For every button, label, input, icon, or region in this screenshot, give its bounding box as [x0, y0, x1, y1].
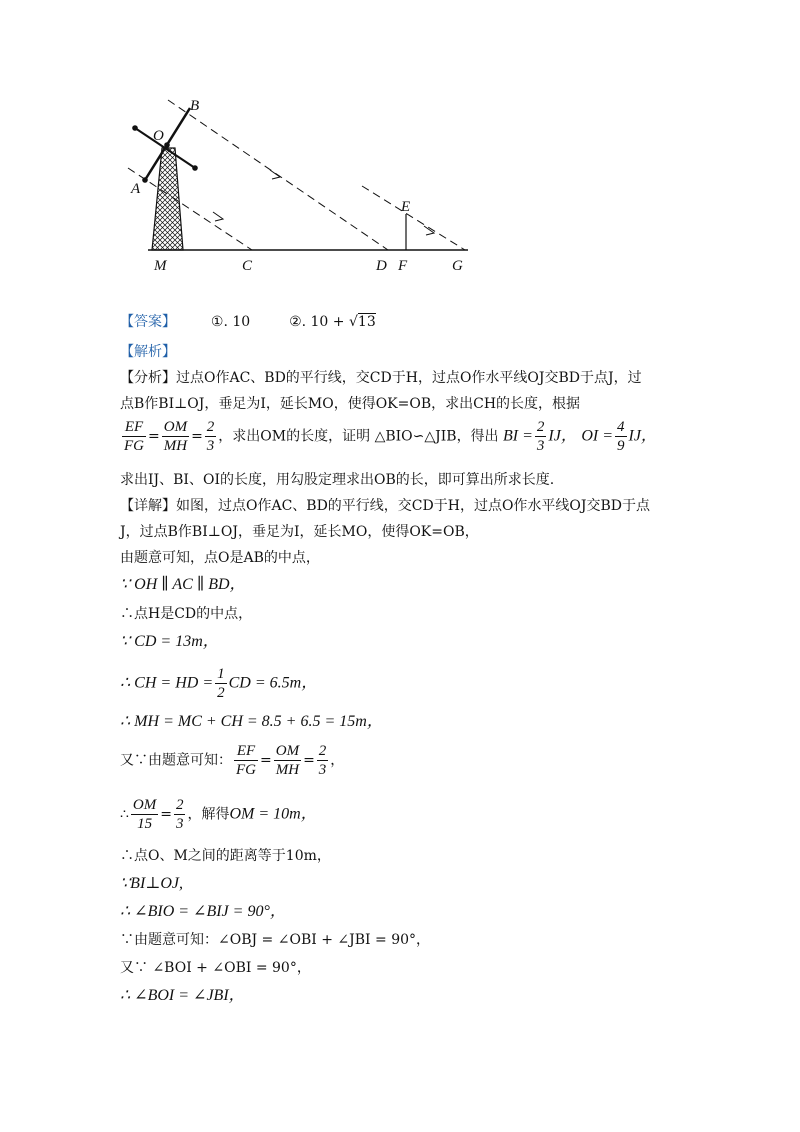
detail-line-8: ∵ OH ∥ AC ∥ BD，	[120, 576, 246, 593]
detail-line-13: 又∵由题意可知： $\frac{EF}{FG}$ = $\frac{OM}{MH}$ = $\frac{2}{3}$ ，	[120, 743, 345, 778]
analysis-line-2: 点B作BI⊥OJ，垂足为I，延长MO，使得OK=OB，求出CH的长度，根据	[120, 396, 581, 412]
detail-line-7: 由题意可知，点O是AB的中点，	[120, 550, 320, 566]
detail-line-20: ∴ ∠BOI = ∠JBI，	[120, 987, 245, 1004]
detail-line-15: ∴点O、M之间的距离等于10m，	[120, 848, 331, 864]
point-o	[164, 142, 170, 148]
point-left-end	[132, 125, 138, 131]
analysis-tag: 【解析】	[120, 344, 176, 360]
label-m: M	[154, 258, 167, 274]
detail-line-12: ∴ MH = MC + CH = 8.5 + 6.5 = 15m，	[120, 713, 383, 730]
detail-line-11: ∴ CH = HD = $\frac{1}{2}$ CD = 6.5m，	[120, 666, 318, 701]
label-a: A	[131, 181, 141, 197]
detail-line-19: 又∵ ∠BOI + ∠OBI = 90°，	[120, 960, 311, 976]
label-e: E	[401, 199, 411, 215]
label-b: B	[190, 98, 200, 114]
detail-line-10: ∵ CD = 13m，	[120, 633, 219, 650]
analysis-line-4: 求出IJ、BI、OI的长度，用勾股定理求出OB的长，即可算出所求长度.	[120, 472, 555, 488]
arrow-mark-1	[270, 170, 280, 179]
label-f: F	[398, 258, 408, 274]
label-d: D	[376, 258, 387, 274]
answer-first: ①. 10	[210, 314, 251, 330]
analysis-line-1: 【分析】过点O作AC、BD的平行线，交CD于H，过点O作水平线OJ交BD于点J，过	[120, 370, 642, 386]
detail-line-14: ∴ $\frac{OM}{15}$ = $\frac{2}{3}$ ，解得OM = 10m，	[120, 797, 317, 832]
dashed-ray-eg	[362, 186, 465, 250]
label-g: G	[452, 258, 463, 274]
detail-line-17: ∴ ∠BIO = ∠BIJ = 90°，	[120, 903, 286, 920]
answer-second: ②. 10 + √13	[289, 314, 376, 330]
detail-line-9: ∴点H是CD的中点，	[120, 606, 253, 622]
label-o: O	[153, 128, 164, 144]
analysis-line-3: $\frac{EF}{FG}$ = $\frac{OM}{MH}$ = $\frac{2}{3}$ ，求出OM的长度，证明 △BIO∽△JIB，得出 BI = $\frac{2}{3}$ IJ， OI = $\frac{4}{9}$ IJ，	[124, 419, 657, 454]
detail-line-18: ∵由题意可知：∠OBJ = ∠OBI + ∠JBI = 90°，	[120, 932, 431, 948]
point-right-end	[192, 165, 198, 171]
detail-line-6: J，过点B作BI⊥OJ，垂足为I，延长MO，使得OK=OB，	[120, 524, 479, 540]
answer-line	[120, 312, 376, 332]
detail-line-16: ∵BI⊥OJ,	[120, 875, 183, 892]
answer-tag: 【答案】	[120, 314, 176, 330]
detail-line-5: 【详解】如图，过点O作AC、BD的平行线，交CD于H，过点O作水平线OJ交BD于点	[120, 498, 651, 514]
label-c: C	[242, 258, 253, 274]
point-a	[142, 177, 148, 183]
arrow-mark-2	[213, 212, 223, 221]
geometry-figure	[0, 0, 800, 290]
